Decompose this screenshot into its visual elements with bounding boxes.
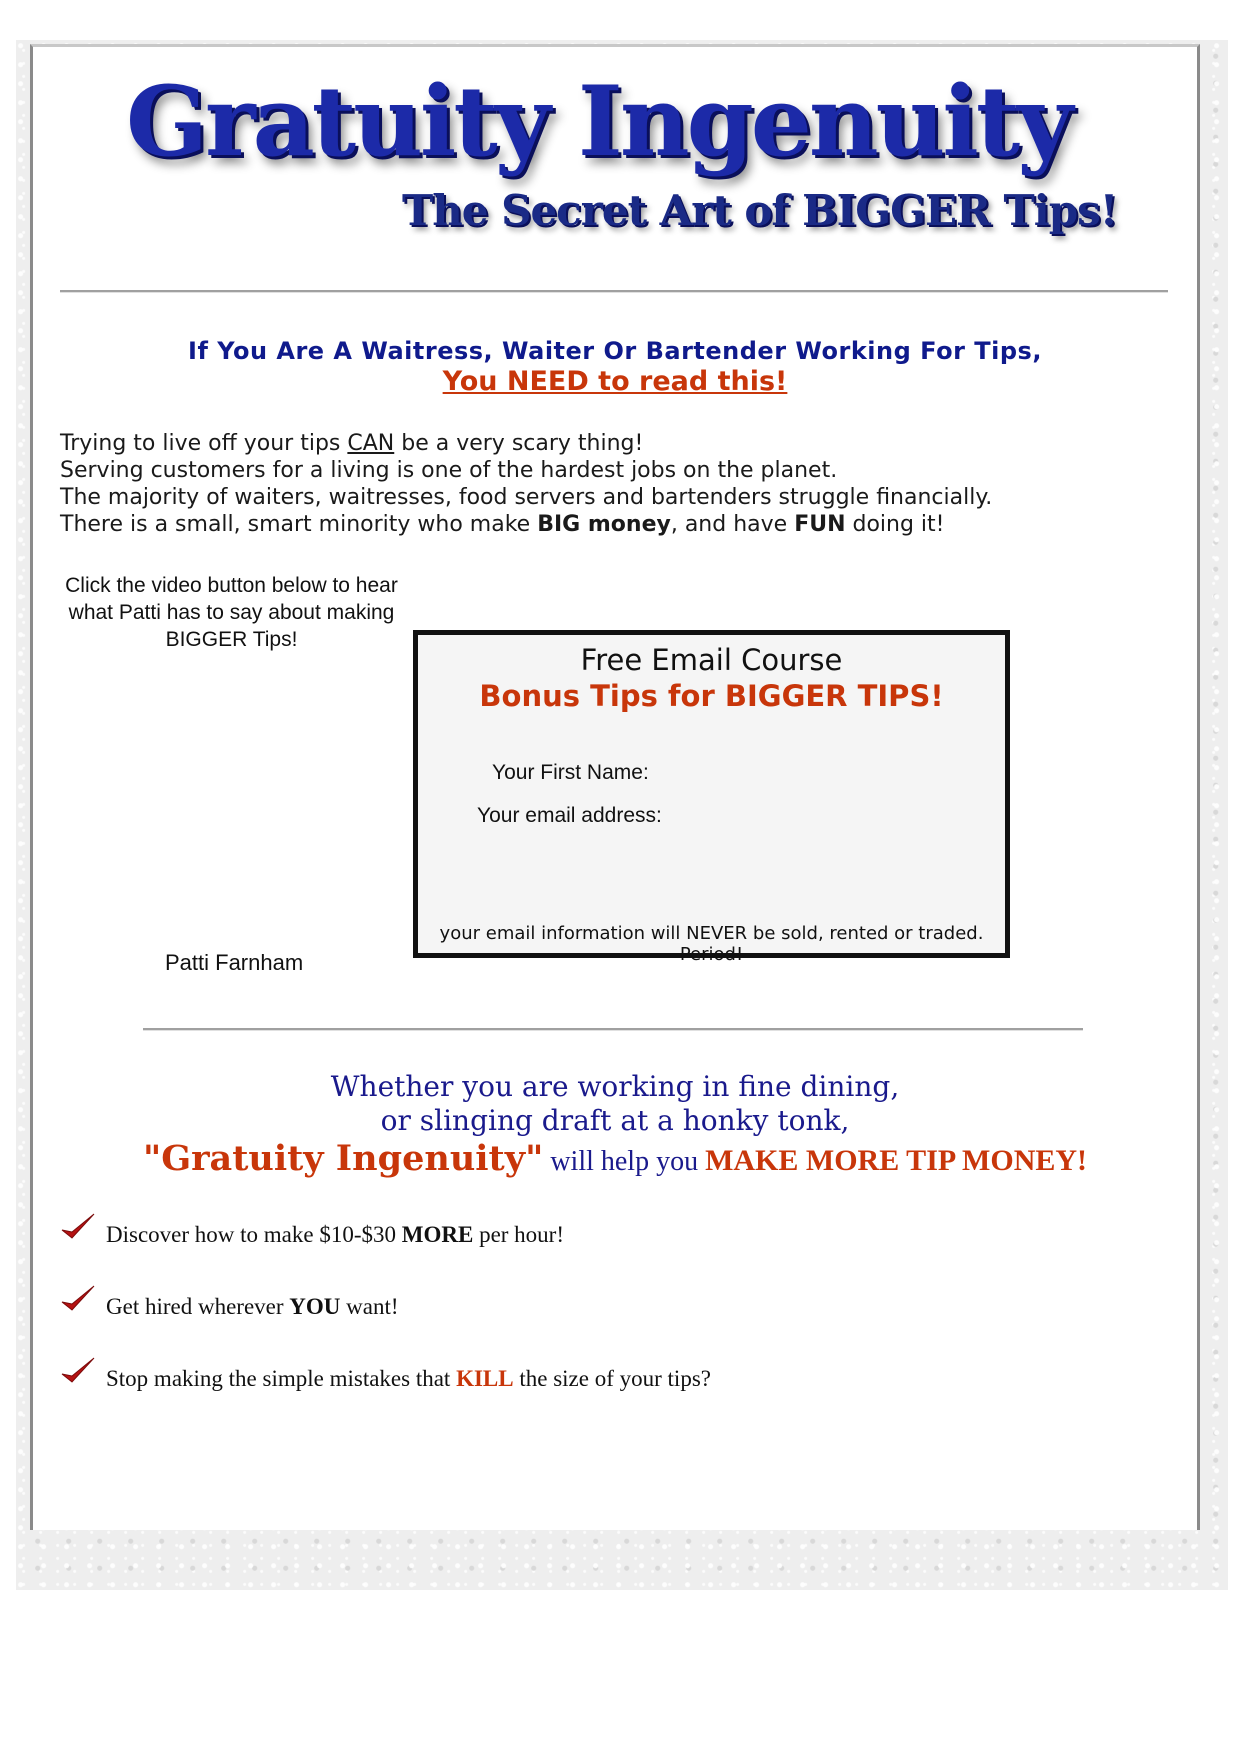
intro-line: The majority of waiters, waitresses, food servers and bartenders struggle financially.: [60, 485, 993, 510]
checkmark-icon: [58, 1208, 98, 1248]
optin-title: Free Email Course: [580, 643, 843, 677]
pitch-cta: "Gratuity Ingenuity" will help you MAKE MORE TIP MONEY!: [142, 1138, 1088, 1179]
submit-button[interactable]: [618, 853, 808, 891]
intro-line: Serving customers for a living is one of the hardest jobs on the planet.: [60, 458, 838, 483]
divider: [143, 1028, 1083, 1031]
email-label: Your email address:: [477, 804, 662, 827]
logo-subtitle: The Secret Art of BIGGER Tips!: [402, 186, 1118, 235]
divider: [60, 290, 1168, 293]
email-field[interactable]: [676, 802, 878, 830]
pitch-brand: "Gratuity Ingenuity": [142, 1138, 544, 1179]
site-logo[interactable]: [126, 65, 1118, 242]
video-caption: Click the video button below to hear what Patti has to say about making BIGGER Tips!: [65, 574, 398, 651]
pitch-line: Whether you are working in fine dining,: [330, 1070, 900, 1103]
optin-form: [413, 630, 1010, 965]
list-item-text: Stop making the simple mistakes that KILL the size of your tips?: [106, 1366, 711, 1391]
first-name-field[interactable]: [676, 759, 878, 787]
privacy-note: your email information will NEVER be sold, rented or traded. Period!: [439, 923, 984, 965]
checkmark-icon: [58, 1352, 98, 1392]
list-item-text: Get hired wherever YOU want!: [106, 1294, 399, 1319]
pitch-line: or slinging draft at a honky tonk,: [380, 1104, 850, 1137]
list-item-text: Discover how to make $10-$30 MORE per hour!: [106, 1222, 564, 1247]
first-name-label: Your First Name:: [492, 761, 649, 784]
headline-call: [60, 366, 1170, 397]
optin-bonus-title: Bonus Tips for BIGGER TIPS!: [479, 679, 944, 713]
headline-audience: If You Are A Waitress, Waiter Or Bartender Working For Tips,: [188, 337, 1042, 365]
logo-title: Gratuity Ingenuity: [126, 65, 1071, 178]
intro-line: There is a small, smart minority who make BIG money, and have FUN doing it!: [60, 512, 945, 537]
pitch-cta-text: MAKE MORE TIP MONEY!: [705, 1144, 1088, 1177]
headline-call-text: You NEED to read this!: [442, 366, 788, 397]
video-presenter-name: Patti Farnham: [165, 950, 304, 975]
checkmark-icon: [58, 1280, 98, 1320]
intro-line: Trying to live off your tips CAN be a very scary thing!: [60, 431, 644, 456]
intro-paragraph: [60, 430, 1160, 538]
